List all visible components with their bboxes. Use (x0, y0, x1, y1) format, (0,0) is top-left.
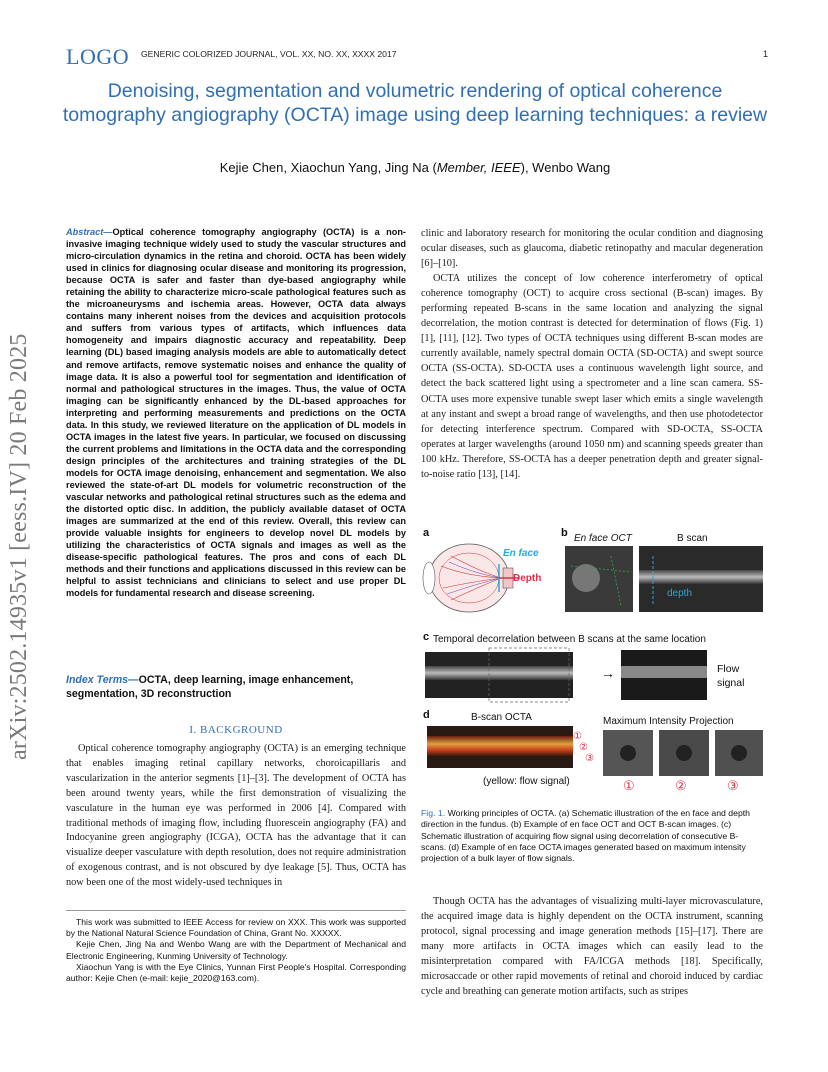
footnote-divider (66, 910, 406, 911)
abstract-text: Optical coherence tomography angiography (OCTA) is a non-invasive imaging technique widely used to study the vascular structures and micro-circulation dynamics in the retina and choroid. OCTA has been widely used in clinics for diagnosing ocular disease and monitoring its progression, because OCTA is safer and faster than dye-based angiography while retaining the ability to characterize micro-scale pathological features such as the microaneurysms and ischemia areas. However, OCTA data always contains many inherent noises from the devices and acquisition protocols and suffers from various types of artifacts, which influences data homogeneity and impairs diagnostic accuracy and repeatability. Deep learning (DL) based imaging analysis models are able to automatically detect and remove artifacts, remove systematic noises and enhance the quality of image data. It is also a powerful tool for segmentation and identification of normal and pathological structures in the images. Thus, the value of OCTA imaging can be significantly enhanced by the DL-based approaches for interpreting and performing measurements and predictions on the OCTA data. In this study, we reviewed literature on the application of DL models in OCTA images in the latest five years. In particular, we focused on discussing the current problems and limitations in the OCTA data and the corresponding design principles of the architectures and training strategies of the DL models for OCTA image denoising, enhancement and segmentation. We also reviewed the state-of-art DL models for volumetric reconstruction of the vascular networks and pathological retinal structures such as the edema and the distorted optic disc. In addition, the publicly available dataset of OCTA images are summarized at the end of this review. Overall, this review can provide valuable insights for engineers to develop novel DL models by utilizing the characteristics of OCTA signals and images as well as the disease-specific pathological features. The pros and cons of each DL methods and their functions and applications discussed in this review can be helpful to assist technicians and clinicians to select and use proper DL models for fundamental research and disease screening. (66, 227, 406, 599)
layer-marker-2: ② (579, 742, 588, 753)
label-signal: signal (717, 677, 745, 689)
index-terms (66, 674, 406, 701)
label-flow: Flow (717, 663, 740, 675)
author-list (60, 160, 770, 175)
paragraph: OCTA utilizes the concept of low coherence interferometry of optical coherence tomography (OCT) to acquire cross sectional (B-scan) images. By performing repeated B-scans in the same location and analyzing the signal decorrelation, the motion contrast is detected for determination of flows (Fig. 1) [1], [11], [12]. Two types of OCTA techniques using different B-scan modes are currently available, namely spectral domain OCTA (SD-OCTA) and swept source OCTA (SS-OCTA). SD-OCTA uses a continuous wavelength light source, and detect the back scattered light using a spectrometer and a line scan camera. SS-OCTA uses more expensive tunable swept laser which emits a single wavelength at any instant and swept a broad range of wavelengths, and then use photodetector for detecting interference spectrum. Compared with SD-OCTA, SS-OCTA operates at larger wavelengths (around 1050 nm) and scanning speeds greater than 100 kHz. Therefore, SS-OCTA has a deeper penetration depth and greater signal-to-noise ratio [13], [14]. (421, 273, 763, 480)
label-depth: Depth (513, 573, 542, 584)
panel-c-title: Temporal decorrelation between B scans at the same location (433, 634, 706, 645)
journal-logo: LOGO (66, 44, 130, 69)
footnote: Kejie Chen, Jing Na and Wenbo Wang are with the Department of Mechanical and Electronic Engineering, Kunming University of Technology. (66, 939, 406, 961)
abstract (66, 226, 406, 599)
panel-b-label: b (561, 527, 568, 539)
label-b-scan: B scan (677, 533, 708, 544)
index-terms-text: OCTA, deep learning, image enhancement, segmentation, 3D reconstruction (66, 674, 354, 700)
label-mip: Maximum Intensity Projection (603, 716, 734, 727)
panel-c-label: c (423, 631, 430, 643)
paragraph: Though OCTA has the advantages of visualizing multi-layer microvasculature, the acquired image data is highly dependent on the OCTA instrument, scanning protocol, signal processing and image generation methods [15]–[17]. There are many more artifacts in OCTA images which can easily lead to the misinterpretation compared with FA/ICGA methods [18]. Specifically, microsaccade or other rapid movements of retinal and choroid induced by cardiac cycle and breathing can generate motion artifacts, such as stripes (421, 896, 763, 997)
layer-marker-3: ③ (585, 753, 594, 764)
authors-text: Kejie Chen, Xiaochun Yang, Jing Na ( (219, 160, 437, 175)
paper-title: Denoising, segmentation and volumetric rendering of optical coherence tomography angiography (OCTA) image using deep learning techniques: a review (62, 80, 768, 126)
footnotes (66, 917, 406, 984)
paragraph: clinic and laboratory research for monitoring the ocular condition and diagnosing ocular diseases, such as glaucoma, diabetic retinopathy and macular degeneration [6]–[10]. (421, 228, 763, 270)
b-scan-image (639, 546, 763, 612)
en-face-image (565, 546, 633, 612)
abstract-label: Abstract— (66, 227, 113, 237)
mip-marker-3: ③ (727, 778, 739, 793)
label-yellow-flow: (yellow: flow signal) (483, 776, 570, 787)
caption-label: Fig. 1. (421, 808, 446, 818)
mip-images (603, 730, 763, 776)
mip-marker-2: ② (675, 778, 687, 793)
footnote: This work was submitted to IEEE Access for review on XXX. This work was supported by the National Natural Science Foundation of China, Grant No. XXXXX. (66, 917, 406, 939)
bscan-octa-image (427, 726, 573, 768)
mip-marker-1: ① (623, 778, 635, 793)
figure-1 (421, 526, 763, 796)
arxiv-stamp: arXiv:2502.14935v1 [eess.IV] 20 Feb 2025 (6, 333, 32, 760)
section-paragraph: Optical coherence tomography angiography (OCTA) is an emerging technique that enables imaging retinal capillary networks, choroicapillaris and vascularization in the anterior segments [1]–[3]. The development of OCTA has been around twenty years, while the first demonstration of visualizing the vasculature in the human eye was performed in 2006 [4]. Compared with traditional methods of imaging flow, including fluorescein angiography (FA) and Indocyanine green angiography (ICGA), OCTA has the advantage that it can visualize deeper vasculature with depth resolution, does not require administration of exogenous contrast, and is not obscured by dye leakage [5]. Thus, OCTA has now been one of the most widely-used techniques in (66, 743, 406, 889)
panel-a-label: a (423, 527, 430, 539)
b-scan-sequence (425, 648, 573, 702)
journal-header: GENERIC COLORIZED JOURNAL, VOL. XX, NO. XX, XXXX 2017 (141, 49, 397, 59)
right-column-text (421, 226, 763, 482)
layer-marker-1: ① (573, 731, 582, 742)
label-depth-small: depth (667, 588, 693, 599)
caption-text: Working principles of OCTA. (a) Schematic illustration of the en face and depth direction in the fundus. (b) Example of en face OCT and OCT B-scan images. (c) Schematic illustration of acquiring flow signal using decorrelation of consecutive B-scans. (d) Example of en face OCTA images generated based on maximum intensity projection of a bulk layer of flow signals. (421, 808, 751, 864)
flow-signal-image (621, 650, 707, 700)
figure-caption (421, 808, 763, 864)
authors-text-end: ), Wenbo Wang (520, 160, 611, 175)
footnote: Xiaochun Yang is with the Eye Clinics, Yunnan First People's Hospital. Corresponding author: Kejie Chen (e-mail: kejie_2020@163.com). (66, 961, 406, 984)
index-terms-label: Index Terms— (66, 674, 139, 686)
author-membership: Member, IEEE (436, 160, 521, 175)
label-en-face-oct: En face OCT (574, 533, 632, 544)
section-heading: I. BACKGROUND (189, 724, 283, 736)
panel-d-label: d (423, 709, 430, 721)
label-bscan-octa: B-scan OCTA (471, 712, 532, 723)
label-en-face: En face (503, 548, 539, 559)
arrow-icon: → (601, 667, 615, 682)
page-number: 1 (763, 49, 769, 59)
